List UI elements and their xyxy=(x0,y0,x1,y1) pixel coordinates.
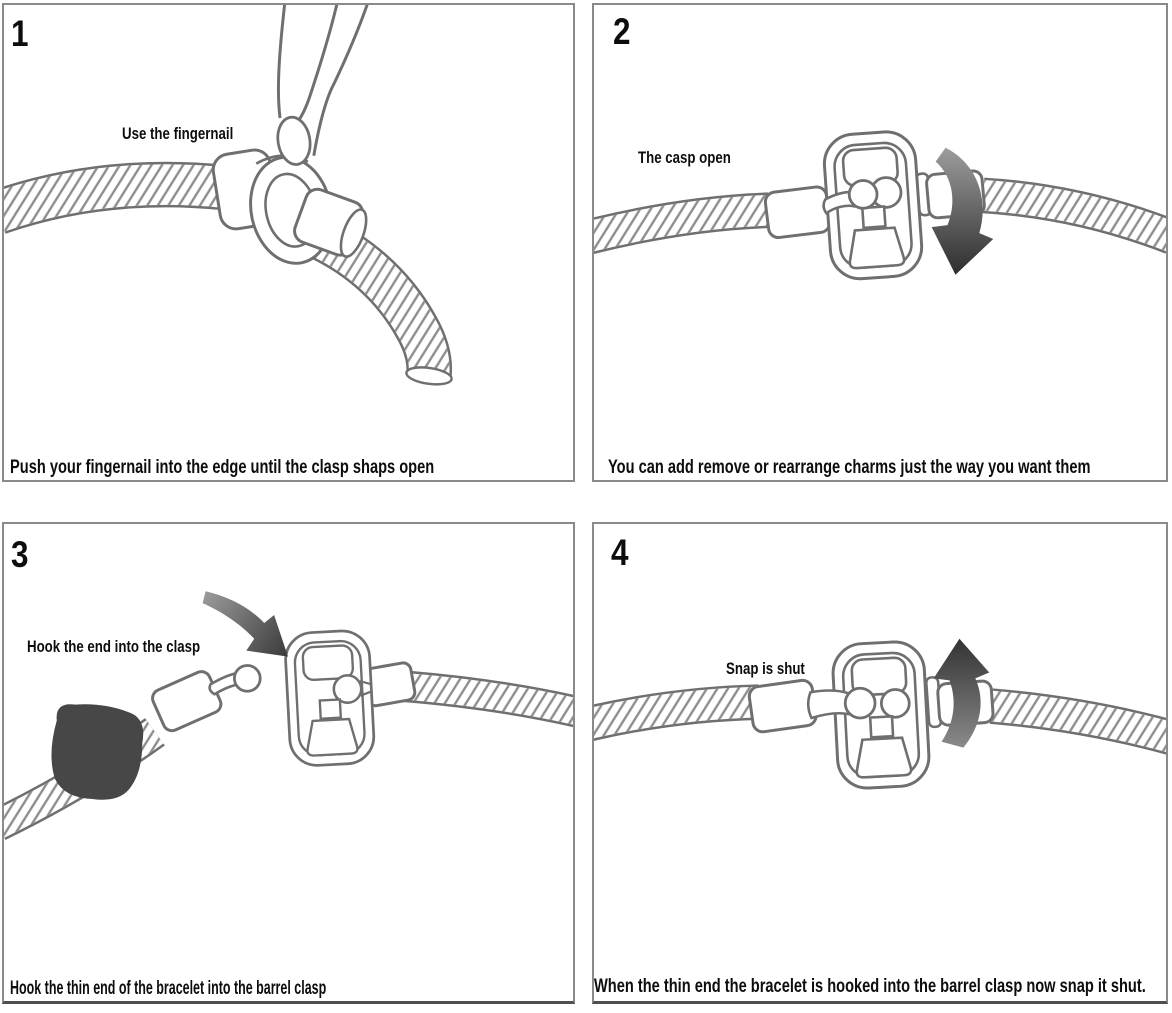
bracelet-chain-left xyxy=(4,185,224,213)
bracelet-chain-left xyxy=(594,210,769,237)
curved-arrow-right-icon xyxy=(203,591,288,656)
step4-illustration xyxy=(594,524,1166,1001)
charm-bead xyxy=(48,702,146,803)
ferrule-left xyxy=(150,669,224,734)
step-number: 4 xyxy=(611,532,628,573)
panel-step-3 xyxy=(2,522,575,1004)
step-caption: When the thin end the bracelet is hooked into the barrel clasp now snap it shut. xyxy=(594,975,1146,997)
bracelet-chain-right xyxy=(405,686,573,712)
step-number: 2 xyxy=(613,11,630,52)
step-label: Hook the end into the clasp xyxy=(27,637,201,656)
barrel-clasp-open xyxy=(284,630,375,767)
clasp-tab xyxy=(320,699,341,718)
link-ball xyxy=(234,666,260,692)
finger xyxy=(275,5,369,167)
step-label: Use the fingernail xyxy=(122,124,234,143)
bracelet-chain-right xyxy=(983,195,1166,237)
step-caption: Push your fingernail into the edge until the clasp shaps open xyxy=(10,456,435,478)
barrel-clasp xyxy=(211,148,371,271)
ferrule-left xyxy=(764,186,831,239)
bracelet-chain-right xyxy=(991,706,1166,738)
ferrule-left xyxy=(748,679,817,733)
link-ball xyxy=(845,688,875,718)
step-number: 1 xyxy=(11,13,28,54)
panel-step-1 xyxy=(2,3,575,482)
step-caption: You can add remove or rearrange charms just the way you want them xyxy=(608,456,1091,478)
step3-illustration xyxy=(4,524,573,1001)
bracelet-chain-right xyxy=(300,229,453,387)
step-label: The casp open xyxy=(638,148,731,167)
bracelet-chain-left xyxy=(594,702,759,724)
panel-step-2 xyxy=(592,3,1168,482)
link-ball xyxy=(849,181,877,209)
step-number: 3 xyxy=(11,534,28,575)
step-label: Snap is shut xyxy=(726,659,805,678)
step1-illustration xyxy=(4,5,573,480)
clasp-lid xyxy=(848,227,905,268)
panel-step-4 xyxy=(592,522,1168,1004)
step-caption: Hook the thin end of the bracelet into the barrel clasp xyxy=(10,977,327,999)
clasp-catch-hole xyxy=(881,689,910,718)
clasp-lid xyxy=(855,737,911,777)
step2-illustration xyxy=(594,5,1166,480)
clasp-tab xyxy=(862,207,885,228)
clasp-lid xyxy=(306,719,358,756)
clasp-tab xyxy=(870,716,893,737)
